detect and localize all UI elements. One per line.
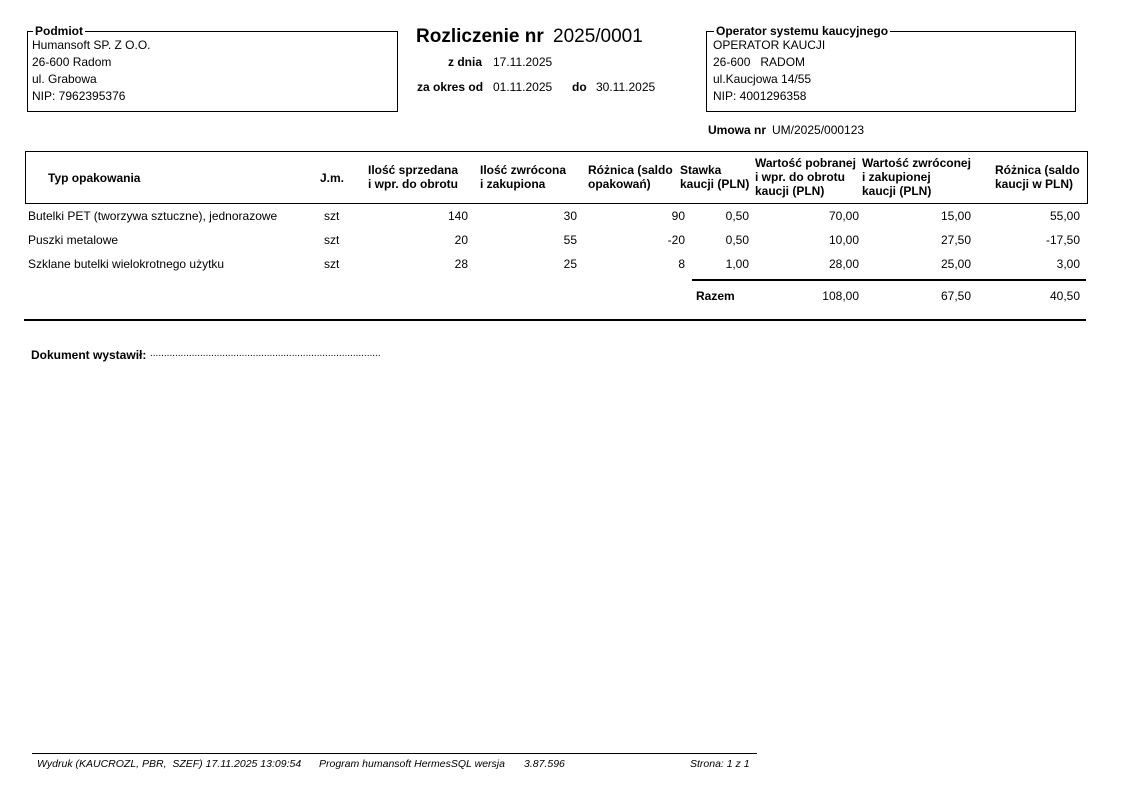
header-saldo-line1: Różnica (saldo <box>995 163 1080 177</box>
header-saldo-line2: kaucji w PLN) <box>995 177 1074 191</box>
cell-roznica: -20 <box>667 233 685 247</box>
podmiot-name: Humansoft SP. Z O.O. <box>32 38 151 52</box>
header-zwroconej-line1: Wartość zwróconej <box>862 156 971 170</box>
total-saldo: 40,50 <box>1049 289 1080 303</box>
header-pobranej-line1: Wartość pobranej <box>755 156 856 170</box>
header-sprzedana-line1: Ilość sprzedana <box>368 163 459 177</box>
cell-typ: Butelki PET (tworzywa sztuczne), jednorazowe <box>28 209 278 223</box>
umowa-label: Umowa nr <box>708 123 767 137</box>
header-sprzedana-line2: i wpr. do obrotu <box>368 177 458 191</box>
umowa-number: UM/2025/000123 <box>772 123 865 137</box>
cell-sprzedana: 28 <box>454 257 468 271</box>
table-bottom-rule <box>24 319 1086 321</box>
period-from: 01.11.2025 <box>493 80 553 94</box>
podmiot-city: 26-600 Radom <box>32 55 112 69</box>
document-number: 2025/0001 <box>553 26 643 47</box>
period-from-label: za okres od <box>417 80 484 94</box>
cell-pobranej: 28,00 <box>828 257 859 271</box>
header-pobranej-line2: i wpr. do obrotu <box>755 170 845 184</box>
footer-print-info: Wydruk (KAUCROZL, PBR, SZEF) 17.11.2025 13:09:54 <box>37 758 302 770</box>
document-title: Rozliczenie nr <box>416 26 544 47</box>
cell-saldo: -17,50 <box>1045 233 1080 247</box>
podmiot-street: ul. Grabowa <box>32 72 97 86</box>
header-typ: Typ opakowania <box>48 171 141 185</box>
total-pobranej: 108,00 <box>822 289 859 303</box>
cell-sprzedana: 20 <box>454 233 468 247</box>
cell-pobranej: 10,00 <box>828 233 859 247</box>
cell-typ: Puszki metalowe <box>28 233 119 247</box>
cell-jm: szt <box>324 209 340 223</box>
issuer-signature-dots: ................................................................................... <box>150 348 381 359</box>
cell-zwrocona: 55 <box>563 233 577 247</box>
header-sprzedana <box>368 163 458 191</box>
header-jm: J.m. <box>320 171 345 185</box>
cell-stawka: 0,50 <box>725 209 749 223</box>
cell-roznica: 8 <box>678 257 685 271</box>
footer-page: Strona: 1 z 1 <box>690 758 750 770</box>
cell-zwroconej: 15,00 <box>940 209 971 223</box>
issuer-label: Dokument wystawił: <box>31 348 147 362</box>
cell-saldo: 3,00 <box>1056 257 1080 271</box>
document-date: 17.11.2025 <box>493 55 553 69</box>
cell-zwroconej: 27,50 <box>940 233 971 247</box>
podmiot-legend: Podmiot <box>35 24 83 38</box>
header-wartosc-pobranej <box>755 156 856 198</box>
period-to: 30.11.2025 <box>596 80 656 94</box>
header-stawka-line2: kaucji (PLN) <box>680 177 750 191</box>
cell-jm: szt <box>324 257 340 271</box>
cell-sprzedana: 140 <box>447 209 468 223</box>
podmiot-nip: NIP: 7962395376 <box>32 89 126 103</box>
header-roznica-kaucji <box>995 163 1080 191</box>
cell-roznica: 90 <box>671 209 685 223</box>
header-roznica-line2: opakowań) <box>588 177 651 191</box>
total-label: Razem <box>696 289 735 303</box>
footer-version: 3.87.596 <box>524 758 565 770</box>
cell-jm: szt <box>324 233 340 247</box>
cell-zwrocona: 30 <box>563 209 577 223</box>
header-zwrocona-line1: Ilość zwrócona <box>480 163 567 177</box>
cell-zwrocona: 25 <box>563 257 577 271</box>
header-pobranej-line3: kaucji (PLN) <box>755 184 825 198</box>
header-stawka-line1: Stawka <box>680 163 722 177</box>
header-zwroconej-line3: kaucji (PLN) <box>862 184 932 198</box>
date-label: z dnia <box>448 55 483 69</box>
header-wartosc-zwroconej <box>862 156 971 198</box>
total-separator <box>692 279 1086 281</box>
header-stawka <box>680 163 749 191</box>
cell-stawka: 1,00 <box>725 257 749 271</box>
operator-legend: Operator systemu kaucyjnego <box>716 24 889 38</box>
header-zwrocona-line2: i zakupiona <box>480 177 546 191</box>
operator-street: ul.Kaucjowa 14/55 <box>713 72 812 86</box>
operator-nip: NIP: 4001296358 <box>713 89 807 103</box>
header-roznica-line1: Różnica (saldo <box>588 163 673 177</box>
header-zwroconej-line2: i zakupionej <box>862 170 931 184</box>
period-to-label: do <box>572 80 587 94</box>
header-roznica <box>588 163 673 191</box>
cell-typ: Szklane butelki wielokrotnego użytku <box>28 257 225 271</box>
footer-rule <box>32 753 757 754</box>
cell-stawka: 0,50 <box>725 233 749 247</box>
cell-pobranej: 70,00 <box>828 209 859 223</box>
total-zwroconej: 67,50 <box>940 289 971 303</box>
header-zwrocona <box>480 163 566 191</box>
cell-zwroconej: 25,00 <box>940 257 971 271</box>
operator-name: OPERATOR KAUCJI <box>713 38 826 52</box>
cell-saldo: 55,00 <box>1049 209 1080 223</box>
operator-city: 26-600 RADOM <box>713 55 806 69</box>
footer-program: Program humansoft HermesSQL wersja <box>319 758 505 770</box>
